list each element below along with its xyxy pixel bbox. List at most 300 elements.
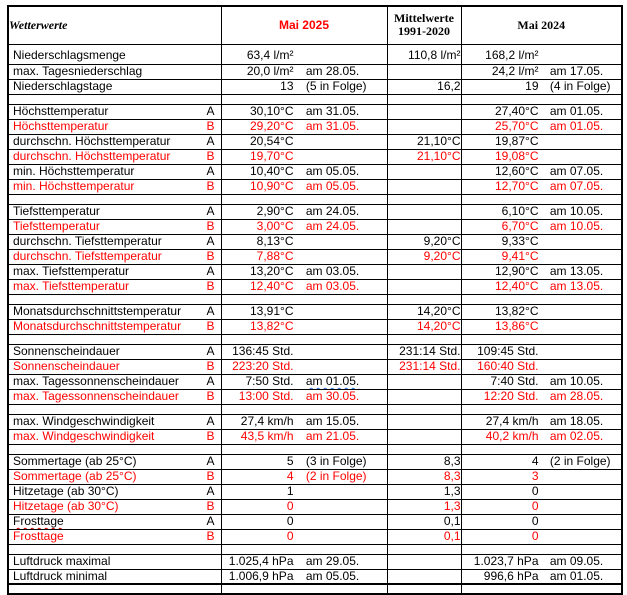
cell-mai-2025 — [221, 264, 387, 279]
value-2025: 0 — [286, 514, 294, 528]
date-2025: am 31.05. — [305, 119, 360, 133]
table-row — [8, 264, 622, 279]
cell-mai-2025 — [221, 319, 387, 334]
value-2025: 2,90°C — [256, 204, 294, 218]
cell-mittelwerte — [387, 234, 461, 249]
cell-mai-2025 — [221, 569, 387, 584]
ab-indicator: A — [206, 484, 215, 498]
value-2024: 109:45 Std. — [477, 344, 539, 358]
ab-indicator: B — [206, 279, 215, 293]
ab-indicator: B — [206, 249, 215, 263]
table-row — [8, 569, 622, 584]
value-2024: 1.023,7 hPa — [473, 554, 539, 568]
row-label: Luftdruck maximal — [13, 554, 111, 568]
label-cell — [9, 49, 221, 62]
date-2024: am 17.05. — [549, 64, 604, 78]
table-row — [8, 234, 622, 249]
value-2025: 5 — [286, 454, 294, 468]
ab-indicator: B — [206, 529, 215, 543]
table-row — [8, 414, 622, 429]
cell-mittelwerte — [387, 264, 461, 279]
date-2024: am 01.05. — [549, 104, 604, 118]
cell-mai-2024 — [461, 514, 622, 529]
cell-mai-2024 — [461, 499, 622, 514]
value-2024: 13,82°C — [495, 304, 539, 318]
value-2024: 7:40 Std. — [490, 374, 539, 388]
label-cell — [9, 570, 221, 583]
cell-mittelwerte — [387, 529, 461, 544]
row-label: Sonnenscheindauer — [13, 344, 120, 358]
cell-mittelwerte — [387, 134, 461, 149]
value-2024: 3 — [531, 469, 539, 483]
row-label: Hitzetage (ab 30°C) — [13, 484, 119, 498]
cell-mai-2025 — [221, 499, 387, 514]
cell-mittelwerte — [387, 149, 461, 164]
cell-mai-2024 — [461, 204, 622, 219]
date-2025: am 03.05. — [305, 264, 360, 278]
cell-mai-2024 — [461, 64, 622, 79]
cell-mai-2025 — [221, 359, 387, 374]
value-mittelwerte: 14,20°C — [417, 304, 461, 318]
ab-indicator: B — [206, 469, 215, 483]
cell-mittelwerte — [387, 389, 461, 404]
value-2025: 29,20°C — [250, 119, 294, 133]
date-2024: (2 in Folge) — [549, 454, 611, 468]
value-mittelwerte: 9,20°C — [423, 234, 461, 248]
value-2025: 0 — [286, 529, 294, 543]
value-2024: 996,6 hPa — [483, 569, 539, 583]
cell-mittelwerte — [387, 484, 461, 499]
value-2024: 12,60°C — [495, 164, 539, 178]
ab-indicator: A — [206, 134, 215, 148]
table-row — [8, 104, 622, 119]
label-cell — [9, 220, 221, 233]
label-cell — [9, 120, 221, 133]
cell-mittelwerte — [387, 304, 461, 319]
cell-mai-2024 — [461, 119, 622, 134]
cell-mai-2025 — [221, 64, 387, 79]
cell-mai-2024 — [461, 569, 622, 584]
cell-mai-2025 — [221, 374, 387, 389]
row-label: Frosttage — [13, 529, 64, 543]
date-2025: am 05.05. — [305, 569, 360, 583]
cell-mittelwerte — [387, 569, 461, 584]
label-cell — [9, 165, 221, 178]
ab-indicator: A — [206, 414, 215, 428]
cell-mai-2024 — [461, 44, 622, 64]
cell-mai-2024 — [461, 164, 622, 179]
label-cell — [9, 360, 221, 373]
row-label: min. Höchsttemperatur — [13, 164, 135, 178]
value-2025: 3,00°C — [256, 219, 294, 233]
label-cell — [9, 485, 221, 498]
date-2024: am 13.05. — [549, 264, 604, 278]
spacer-row — [8, 544, 622, 554]
tail-row — [8, 584, 622, 594]
cell-mai-2024 — [461, 264, 622, 279]
date-2024: am 09.05. — [549, 554, 604, 568]
label-cell — [9, 455, 221, 468]
spacer-row — [8, 94, 622, 104]
mittelwerte-line1: Mittelwerte — [394, 11, 454, 26]
value-2025: 10,90°C — [250, 179, 294, 193]
row-label: durchschn. Tiefsttemperatur — [13, 249, 162, 263]
label-cell — [9, 105, 221, 118]
row-label: max. Tiefsttemperatur — [13, 279, 130, 293]
cell-mai-2025 — [221, 414, 387, 429]
row-label: Frosttage — [13, 514, 64, 528]
spacer-row — [8, 194, 622, 204]
cell-mai-2025 — [221, 219, 387, 234]
value-mittelwerte: 231:14 Std. — [399, 359, 461, 373]
table-row — [8, 429, 622, 444]
value-mittelwerte: 14,20°C — [417, 319, 461, 333]
cell-mittelwerte — [387, 319, 461, 334]
ab-indicator: B — [206, 179, 215, 193]
value-2025: 13,82°C — [250, 319, 294, 333]
table-row — [8, 44, 622, 64]
cell-mittelwerte — [387, 179, 461, 194]
date-2024: am 10.05. — [549, 204, 604, 218]
value-mittelwerte: 16,2 — [437, 79, 461, 93]
page-title: Wetterwerte — [8, 6, 221, 44]
table-row — [8, 499, 622, 514]
value-2025: 27,4 km/h — [240, 414, 294, 428]
label-cell — [9, 530, 221, 543]
ab-indicator: A — [206, 234, 215, 248]
table-row — [8, 454, 622, 469]
value-2024: 19,08°C — [495, 149, 539, 163]
value-2025: 43,5 km/h — [240, 429, 294, 443]
cell-mai-2025 — [221, 554, 387, 569]
table-row — [8, 554, 622, 569]
spacer-row — [8, 444, 622, 454]
cell-mai-2024 — [461, 134, 622, 149]
value-2024: 13,86°C — [495, 319, 539, 333]
cell-mai-2024 — [461, 304, 622, 319]
table-row — [8, 484, 622, 499]
value-2025: 136:45 Std. — [232, 344, 294, 358]
ab-indicator: B — [206, 149, 215, 163]
cell-mittelwerte — [387, 514, 461, 529]
value-2025: 7,88°C — [256, 249, 294, 263]
date-2024: am 07.05. — [549, 164, 604, 178]
cell-mai-2024 — [461, 484, 622, 499]
date-2025: (3 in Folge) — [305, 454, 367, 468]
cell-mai-2025 — [221, 119, 387, 134]
label-cell — [9, 150, 221, 163]
value-2024: 40,2 km/h — [485, 429, 539, 443]
row-label: Sommertage (ab 25°C) — [13, 469, 137, 483]
value-2025: 12,40°C — [250, 279, 294, 293]
date-2024: am 10.05. — [549, 219, 604, 233]
spacer-row — [8, 334, 622, 344]
label-cell — [9, 515, 221, 528]
ab-indicator: A — [206, 374, 215, 388]
cell-mai-2025 — [221, 179, 387, 194]
table-header-row — [8, 6, 622, 44]
value-2025: 0 — [286, 499, 294, 513]
table-row — [8, 279, 622, 294]
date-2024: am 01.05. — [549, 569, 604, 583]
cell-mittelwerte — [387, 429, 461, 444]
value-mittelwerte: 21,10°C — [417, 149, 461, 163]
date-2025: am 21.05. — [305, 429, 360, 443]
value-2024: 12,40°C — [495, 279, 539, 293]
date-2024: am 28.05. — [549, 389, 604, 403]
mittelwerte-line2: 1991-2020 — [398, 24, 450, 39]
value-2025: 13 — [280, 79, 294, 93]
cell-mai-2025 — [221, 389, 387, 404]
label-cell — [9, 500, 221, 513]
value-2025: 1.006,9 hPa — [228, 569, 294, 583]
label-cell — [9, 80, 221, 93]
table-row — [8, 514, 622, 529]
cell-mai-2024 — [461, 359, 622, 374]
date-2025: am 01.05. — [305, 374, 360, 388]
value-2024: 0 — [531, 484, 539, 498]
cell-mai-2024 — [461, 469, 622, 484]
date-2025: am 24.05. — [305, 219, 360, 233]
row-label: Sonnenscheindauer — [13, 359, 120, 373]
cell-mai-2024 — [461, 234, 622, 249]
value-2024: 19 — [525, 79, 539, 93]
row-label: Tiefsttemperatur — [13, 204, 100, 218]
table-row — [8, 344, 622, 359]
label-cell — [9, 265, 221, 278]
table-row — [8, 179, 622, 194]
ab-indicator: B — [206, 429, 215, 443]
table-row — [8, 319, 622, 334]
cell-mittelwerte — [387, 119, 461, 134]
ab-indicator: A — [206, 514, 215, 528]
value-2025: 13,20°C — [250, 264, 294, 278]
row-label: Hitzetage (ab 30°C) — [13, 499, 119, 513]
cell-mittelwerte — [387, 454, 461, 469]
row-label: Höchsttemperatur — [13, 119, 109, 133]
cell-mai-2024 — [461, 319, 622, 334]
date-2025: am 05.05. — [305, 179, 360, 193]
table-row — [8, 149, 622, 164]
value-2024: 24,2 l/m² — [491, 64, 539, 78]
row-label: durchschn. Tiefsttemperatur — [13, 234, 162, 248]
value-mittelwerte: 231:14 Std. — [399, 344, 461, 358]
table-row — [8, 374, 622, 389]
row-label: durchschn. Höchsttemperatur — [13, 149, 171, 163]
label-cell — [9, 390, 221, 403]
date-2025: am 29.05. — [305, 554, 360, 568]
cell-mai-2024 — [461, 219, 622, 234]
cell-mai-2024 — [461, 529, 622, 544]
ab-indicator: B — [206, 359, 215, 373]
value-mittelwerte: 0,1 — [443, 529, 461, 543]
ab-indicator: A — [206, 344, 215, 358]
cell-mai-2025 — [221, 529, 387, 544]
date-2024: am 13.05. — [549, 279, 604, 293]
value-2024: 6,10°C — [501, 204, 539, 218]
value-mittelwerte: 9,20°C — [423, 249, 461, 263]
value-2025: 10,40°C — [250, 164, 294, 178]
label-cell — [9, 280, 221, 293]
row-label: max. Tiefsttemperatur — [13, 264, 130, 278]
cell-mai-2025 — [221, 344, 387, 359]
value-2024: 27,40°C — [495, 104, 539, 118]
cell-mai-2024 — [461, 179, 622, 194]
cell-mai-2025 — [221, 234, 387, 249]
label-cell — [9, 235, 221, 248]
date-2024: am 07.05. — [549, 179, 604, 193]
table-row — [8, 304, 622, 319]
label-cell — [9, 135, 221, 148]
cell-mai-2024 — [461, 454, 622, 469]
value-2024: 9,33°C — [501, 234, 539, 248]
cell-mai-2024 — [461, 374, 622, 389]
date-2024: (4 in Folge) — [549, 79, 611, 93]
cell-mittelwerte — [387, 414, 461, 429]
cell-mittelwerte — [387, 554, 461, 569]
cell-mai-2025 — [221, 249, 387, 264]
date-2024: am 10.05. — [549, 374, 604, 388]
value-2024: 0 — [531, 529, 539, 543]
value-mittelwerte: 21,10°C — [417, 134, 461, 148]
cell-mittelwerte — [387, 219, 461, 234]
cell-mai-2025 — [221, 304, 387, 319]
row-label: max. Windgeschwindigkeit — [13, 429, 155, 443]
cell-mai-2025 — [221, 514, 387, 529]
row-label: max. Tagessonnenscheindauer — [13, 374, 179, 388]
table-row — [8, 204, 622, 219]
cell-mittelwerte — [387, 344, 461, 359]
cell-mai-2025 — [221, 79, 387, 94]
cell-mai-2025 — [221, 164, 387, 179]
date-2025: (2 in Folge) — [305, 469, 367, 483]
table-row — [8, 164, 622, 179]
row-label: max. Windgeschwindigkeit — [13, 414, 155, 428]
cell-mai-2025 — [221, 484, 387, 499]
date-2025: am 05.05. — [305, 164, 360, 178]
value-2024: 4 — [531, 454, 539, 468]
value-2025: 19,70°C — [250, 149, 294, 163]
table-row — [8, 359, 622, 374]
cell-mai-2024 — [461, 554, 622, 569]
date-2024: am 18.05. — [549, 414, 604, 428]
cell-mittelwerte — [387, 469, 461, 484]
ab-indicator: A — [206, 454, 215, 468]
row-label: max. Tagesniederschlag — [13, 64, 143, 78]
label-cell — [9, 430, 221, 443]
spacer-row — [8, 294, 622, 304]
cell-mittelwerte — [387, 249, 461, 264]
ab-indicator: A — [206, 204, 215, 218]
value-2025: 1.025,4 hPa — [228, 554, 294, 568]
cell-mittelwerte — [387, 79, 461, 94]
cell-mai-2024 — [461, 104, 622, 119]
cell-mittelwerte — [387, 374, 461, 389]
row-label: durchschn. Höchsttemperatur — [13, 134, 171, 148]
ab-indicator: A — [206, 164, 215, 178]
date-2024: am 01.05. — [549, 119, 604, 133]
value-2025: 20,0 l/m² — [246, 64, 294, 78]
value-2024: 12:20 Std. — [483, 389, 539, 403]
date-2025: am 15.05. — [305, 414, 360, 428]
cell-mai-2025 — [221, 104, 387, 119]
ab-indicator: A — [206, 264, 215, 278]
label-cell — [9, 250, 221, 263]
cell-mai-2024 — [461, 79, 622, 94]
cell-mittelwerte — [387, 499, 461, 514]
value-2025: 13:00 Std. — [238, 389, 294, 403]
table-row — [8, 219, 622, 234]
row-label: Monatsdurchschnittstemperatur — [13, 319, 182, 333]
column-header-mai-2025: Mai 2025 — [221, 6, 387, 44]
value-2024: 160:40 Std. — [477, 359, 539, 373]
value-2025: 13,91°C — [250, 304, 294, 318]
value-mittelwerte: 8,3 — [443, 454, 461, 468]
value-2025: 7:50 Std. — [245, 374, 294, 388]
row-label: Luftdruck minimal — [13, 569, 108, 583]
value-mittelwerte: 110,8 l/m² — [408, 47, 461, 62]
label-cell — [9, 415, 221, 428]
cell-mittelwerte — [387, 279, 461, 294]
cell-mai-2025 — [221, 469, 387, 484]
ab-indicator: B — [206, 119, 215, 133]
row-label: Sommertage (ab 25°C) — [13, 454, 137, 468]
row-label: max. Tagessonnenscheindauer — [13, 389, 179, 403]
table-row — [8, 134, 622, 149]
table-row — [8, 64, 622, 79]
cell-mittelwerte — [387, 204, 461, 219]
cell-mittelwerte — [387, 64, 461, 79]
value-mittelwerte: 0,1 — [443, 514, 461, 528]
ab-indicator: B — [206, 389, 215, 403]
table-row — [8, 469, 622, 484]
cell-mai-2024 — [461, 414, 622, 429]
cell-mittelwerte — [387, 359, 461, 374]
date-2024: am 02.05. — [549, 429, 604, 443]
cell-mai-2025 — [221, 149, 387, 164]
ab-indicator: B — [206, 319, 215, 333]
column-header-mittelwerte — [387, 6, 461, 44]
value-2025: 4 — [286, 469, 294, 483]
value-2024: 6,70°C — [501, 219, 539, 233]
date-2025: am 24.05. — [305, 204, 360, 218]
table-row — [8, 119, 622, 134]
value-2024: 27,4 km/h — [485, 414, 539, 428]
value-2025: 30,10°C — [250, 104, 294, 118]
cell-mai-2024 — [461, 279, 622, 294]
spacer-row — [8, 404, 622, 414]
value-2024: 12,70°C — [495, 179, 539, 193]
label-cell — [9, 180, 221, 193]
cell-mai-2024 — [461, 389, 622, 404]
cell-mai-2024 — [461, 429, 622, 444]
value-2025: 63,4 l/m² — [246, 47, 294, 62]
ab-indicator: A — [206, 304, 215, 318]
cell-mittelwerte — [387, 104, 461, 119]
value-2025: 20,54°C — [250, 134, 294, 148]
date-2025: am 31.05. — [305, 104, 360, 118]
cell-mai-2025 — [221, 44, 387, 64]
label-cell — [9, 305, 221, 318]
value-2024: 12,90°C — [495, 264, 539, 278]
table-row — [8, 79, 622, 94]
cell-mittelwerte — [387, 164, 461, 179]
value-2024: 168,2 l/m² — [485, 47, 539, 62]
value-2024: 9,41°C — [501, 249, 539, 263]
date-2025: am 03.05. — [305, 279, 360, 293]
row-label: Tiefsttemperatur — [13, 219, 100, 233]
value-2025: 8,13°C — [256, 234, 294, 248]
